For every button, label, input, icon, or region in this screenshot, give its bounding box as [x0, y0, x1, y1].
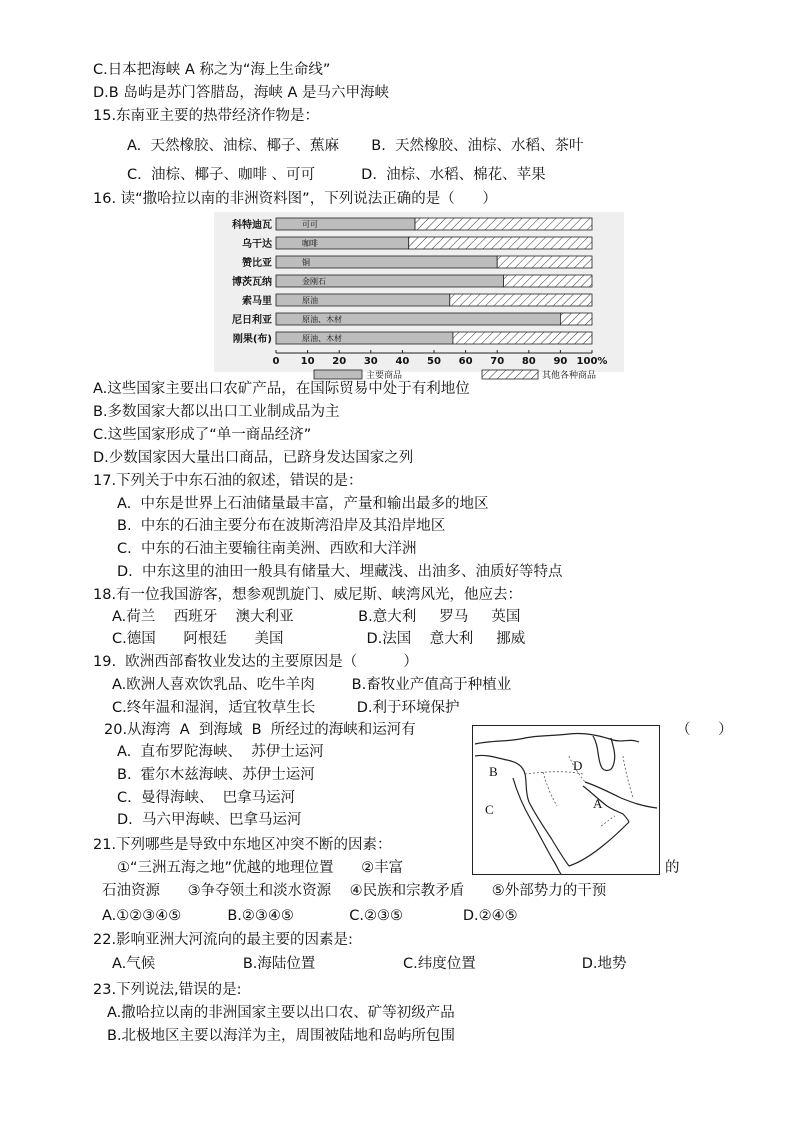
x-tick-label: 100%	[576, 356, 608, 367]
question-16: 16. 读“撒哈拉以南的非洲资料图”，下列说法正确的是（ ）	[93, 191, 497, 207]
option-16c: C.这些国家形成了“单一商品经济”	[93, 427, 312, 443]
legend-swatch-other	[482, 370, 538, 379]
bar-other	[409, 237, 592, 249]
option-20a: A. 直布罗陀海峡、 苏伊士运河	[117, 744, 324, 760]
map-label-c: C	[485, 802, 494, 817]
question-19: 19. 欧洲西部畜牧业发达的主要原因是（ ）	[93, 654, 418, 670]
category-label: 科特迪瓦	[232, 220, 272, 231]
middle-east-map	[472, 725, 660, 875]
option-16a: A.这些国家主要出口农矿产品，在国际贸易中处于有利地位	[93, 381, 470, 397]
bar-data-label: 可可	[302, 220, 318, 229]
bar-other	[450, 294, 592, 306]
question-17: 17.下列关于中东石油的叙述，错误的是：	[93, 473, 363, 489]
category-label: 乌干达	[242, 239, 272, 250]
x-tick-label: 10	[300, 356, 315, 367]
africa-export-chart	[214, 212, 624, 381]
bar-other	[415, 218, 592, 230]
question-22: 22.影响亚洲大河流向的最主要的因素是:	[93, 932, 353, 948]
option-23a: A.撒哈拉以南的非洲国家主要以出口农、矿等初级产品	[107, 1005, 455, 1021]
x-tick-label: 90	[553, 356, 568, 367]
option-20b: B. 霍尔木兹海峡、苏伊士运河	[117, 767, 315, 783]
bar-data-label: 原油	[302, 296, 318, 305]
question-20: 20.从海湾 A 到海域 B 所经过的海峡和运河有	[104, 722, 416, 738]
map-coast-levant	[475, 755, 529, 802]
option-23b: B.北极地区主要以海洋为主，周围被陆地和岛屿所包围	[107, 1028, 456, 1044]
x-tick-label: 30	[363, 356, 378, 367]
category-label: 博茨瓦纳	[232, 277, 272, 288]
category-label: 刚果(布)	[232, 334, 272, 345]
question-15: 15.东南亚主要的热带经济作物是：	[93, 108, 320, 124]
bar-other	[453, 332, 592, 344]
options-19-cd: C.终年温和湿润，适宜牧草生长 D.利于环境保护	[112, 700, 460, 716]
category-label: 尼日利亚	[232, 315, 272, 326]
x-tick-label: 70	[490, 356, 505, 367]
options-18-cd: C.德国 阿根廷 美国 D.法国 意大利 挪威	[112, 631, 526, 647]
map-coast-north	[475, 733, 639, 744]
africa-export-chart-svg	[214, 212, 624, 381]
x-tick-label: 60	[458, 356, 473, 367]
question-20-answer-blank: （ ）	[676, 722, 733, 738]
legend-swatch-main	[314, 370, 362, 379]
options-21: A.①②③④⑤ B.②③④⑤ C.②③⑤ D.②④⑤	[102, 908, 518, 924]
map-arabia-south	[569, 822, 629, 866]
question-21-items-1: ①“三洲五海之地”优越的地理位置 ②丰富	[117, 860, 404, 876]
x-tick-label: 0	[272, 356, 280, 367]
bar-data-label: 金刚石	[302, 277, 326, 286]
bar-other	[497, 256, 592, 268]
bar-data-label: 铜	[302, 258, 310, 267]
map-label-d: D	[573, 758, 583, 773]
legend-label-other: 其他各种商品	[542, 371, 597, 381]
options-22: A.气候 B.海陆位置 C.纬度位置 D.地势	[112, 956, 627, 972]
x-tick-label: 40	[395, 356, 410, 367]
bar-other	[560, 313, 592, 325]
map-label-b: B	[489, 764, 498, 779]
map-africa-coast	[513, 778, 561, 874]
options-15-cd: C. 油棕、椰子、咖啡 、可可 D. 油棕、水稻、棉花、苹果	[127, 167, 546, 183]
x-tick-label: 50	[427, 356, 441, 367]
option-16b: B.多数国家大都以出口工业制成品为主	[93, 404, 340, 420]
option-14c: C.日本把海峡 A 称之为“海上生命线”	[93, 62, 331, 78]
category-label: 索马里	[242, 296, 272, 307]
options-19-ab: A.欧洲人喜欢饮乳品、吃牛羊肉 B.畜牧业产值高于种植业	[112, 677, 512, 693]
option-17c: C. 中东的石油主要输往南美洲、西欧和大洋洲	[117, 541, 417, 557]
middle-east-map-svg	[473, 726, 659, 874]
x-tick-label: 20	[332, 356, 347, 367]
option-17b: B. 中东的石油主要分布在波斯湾沿岸及其沿岸地区	[117, 518, 446, 534]
category-label: 赞比亚	[242, 258, 272, 269]
option-14d: D.B 岛屿是苏门答腊岛，海峡 A 是马六甲海峡	[93, 85, 389, 101]
options-18-ab: A.荷兰 西班牙 澳大利亚 B.意大利 罗马 英国	[112, 609, 521, 625]
question-21-items-1-end: 的	[665, 860, 680, 876]
option-20c: C. 曼得海峡、 巴拿马运河	[117, 790, 296, 806]
map-red-sea-coast	[529, 802, 569, 866]
bar-data-label: 咖啡	[302, 239, 318, 248]
option-16d: D.少数国家因大量出口商品，已跻身发达国家之列	[93, 450, 414, 466]
bar-main	[276, 218, 415, 230]
legend-label-main: 主要商品	[366, 371, 403, 381]
map-persian-gulf	[583, 786, 629, 822]
option-20d: D. 马六甲海峡、巴拿马运河	[117, 812, 302, 828]
options-15-ab: A. 天然橡胶、油棕、椰子、蕉麻 B. 天然橡胶、油棕、水稻、茶叶	[127, 138, 584, 154]
question-21: 21.下列哪些是导致中东地区冲突不断的因素：	[93, 837, 392, 853]
map-caspian	[593, 736, 615, 771]
question-18: 18.有一位我国游客，想参观凯旋门、威尼斯、峡湾风光，他应去：	[93, 587, 523, 603]
bar-main	[276, 237, 409, 249]
option-17d: D. 中东这里的油田一般具有储量大、埋藏浅、出油多、油质好等特点	[117, 564, 563, 580]
x-tick-label: 80	[521, 356, 536, 367]
bar-data-label: 原油、木材	[302, 334, 342, 343]
map-label-a: A	[593, 796, 603, 811]
option-17a: A. 中东是世界上石油储量最丰富，产量和输出最多的地区	[117, 496, 489, 512]
bar-other	[504, 275, 592, 287]
bar-data-label: 原油、木材	[302, 315, 342, 324]
question-23: 23.下列说法,错误的是:	[93, 982, 242, 998]
question-21-items-2: 石油资源 ③争夺领土和淡水资源 ④民族和宗教矛盾 ⑤外部势力的干预	[102, 883, 607, 899]
